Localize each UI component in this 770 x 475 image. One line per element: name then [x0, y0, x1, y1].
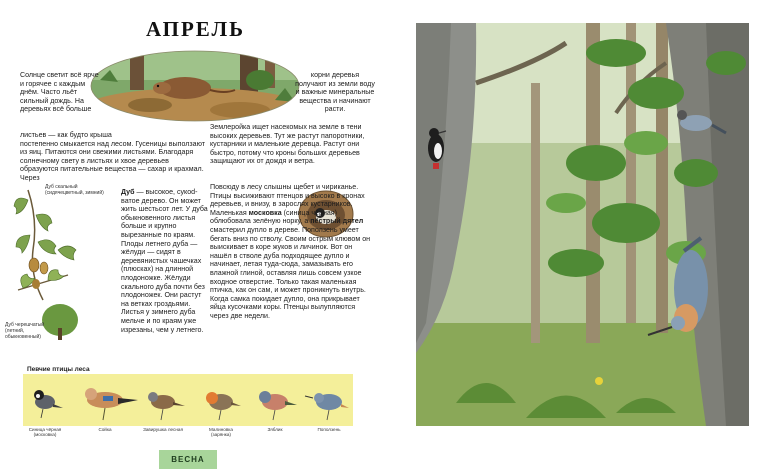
birds-text-part: смастерил дупло в дереве. Поползень умеет бегать вниз по стволу. Своим острым клювом он выискивает в коре жуков и личинок. Вот он нашёл в стволе дуба подходящее дупло и начинает, летая туда-сюда, замазывать его влажной глиной, оставляя лишь совсем узкое входное отверстие. Только такая маленькая птичка, как он сам, и может проникнуть внутрь. Когда самка покидает дупло, она прикрывает яйца кусочками коры. Птенцы вылупляются через две недели.: [210, 225, 371, 320]
songbirds-illustration: [23, 374, 353, 426]
nuthatch-bird: [305, 393, 349, 420]
jay-bird: [85, 388, 138, 420]
oak-leaves-illustration: [8, 180, 118, 340]
dunnock-bird: [148, 392, 185, 420]
bird-caption: Завирушка лесная: [143, 427, 183, 432]
coal-tit-term: московка: [248, 208, 282, 217]
bird-caption: Поползень: [317, 427, 341, 432]
bird-caption: Синица чёрная (московка): [28, 427, 62, 438]
intro-rest: постепенно смыкается над лесом. Гусеницы выползают из яиц. Питаются они свежими листьями. Благодаря солнечному свету в листьях и хвое деревьев образуются питательные вещества — сахар и крахмал. Через: [20, 139, 205, 182]
common-oak-caption: Дуб черешчатый (летний, обыкновенный): [5, 322, 45, 340]
woodpecker-term: пёстрый дятел: [310, 217, 364, 226]
season-badge: ВЕСНА: [159, 450, 217, 469]
roots-paragraph: корни деревья получают из земли воду и важные минеральные вещества и начинают расти.: [295, 71, 375, 114]
oak-description: — высокое, сукоdватое дерево. Он может жить шестьсот лет. У дуба обыкновенного листья больше и крупно вырезанные по краям. Плоды летнего дуба — жёлуди — сидят в деревянистых чашечках (плюсках) на длинной плодоножке. Жёлуди скального дуба почти без плодоножек. Они растут на ветках гроздьями. Листья у зимнего дуба мельче и по краям уже изрезаны, чем у летнего.: [121, 188, 208, 334]
intro-paragraph-start: Солнце светит всё ярче и горячее с каждым днём. Часто льёт сильный дождь. На деревьях всё больше: [20, 71, 99, 114]
chaffinch-bird: [259, 391, 297, 420]
robin-bird: [206, 392, 241, 420]
songbirds-heading: Певчие птицы леса: [27, 366, 90, 373]
songbirds-strip: [23, 374, 353, 426]
birds-paragraph: [210, 183, 375, 321]
bird-caption: Сойка: [98, 427, 112, 432]
bird-caption: Малиновка (зарянка): [209, 427, 233, 438]
coal-tit-bird: [34, 390, 63, 418]
intro-line: листьев — как будто крыша: [20, 131, 112, 139]
bird-caption: Зяблик: [267, 427, 283, 432]
shrew-illustration: [90, 50, 300, 122]
songbirds-captions: [23, 427, 353, 447]
oak-paragraph: [121, 188, 209, 334]
rock-oak-caption: Дуб скальный (сидячецветный, зимний): [45, 184, 104, 196]
page-title: АПРЕЛЬ: [146, 17, 246, 41]
forest-illustration: [416, 23, 749, 426]
birds-text-part: (синица чёрная) облюбовала зелёную норку, а: [210, 208, 338, 226]
oak-term: Дуб: [121, 188, 135, 196]
shrew-paragraph: Землеройка ищет насекомых на земле в тени высоких деревьев. Тут же растут папоротники, кустарники и маленькие деревца. Растут они быстро, потому что кроны больших деревьев защищают их от дождя и ветра.: [210, 123, 365, 166]
birds-text-part: Повсюду в лесу слышны щебет и чириканье. Птицы высиживают птенцов и высоко в кронах деревьев, и внизу, в зарослях кустарников. Маленькая: [210, 183, 365, 217]
right-page: [385, 0, 770, 475]
